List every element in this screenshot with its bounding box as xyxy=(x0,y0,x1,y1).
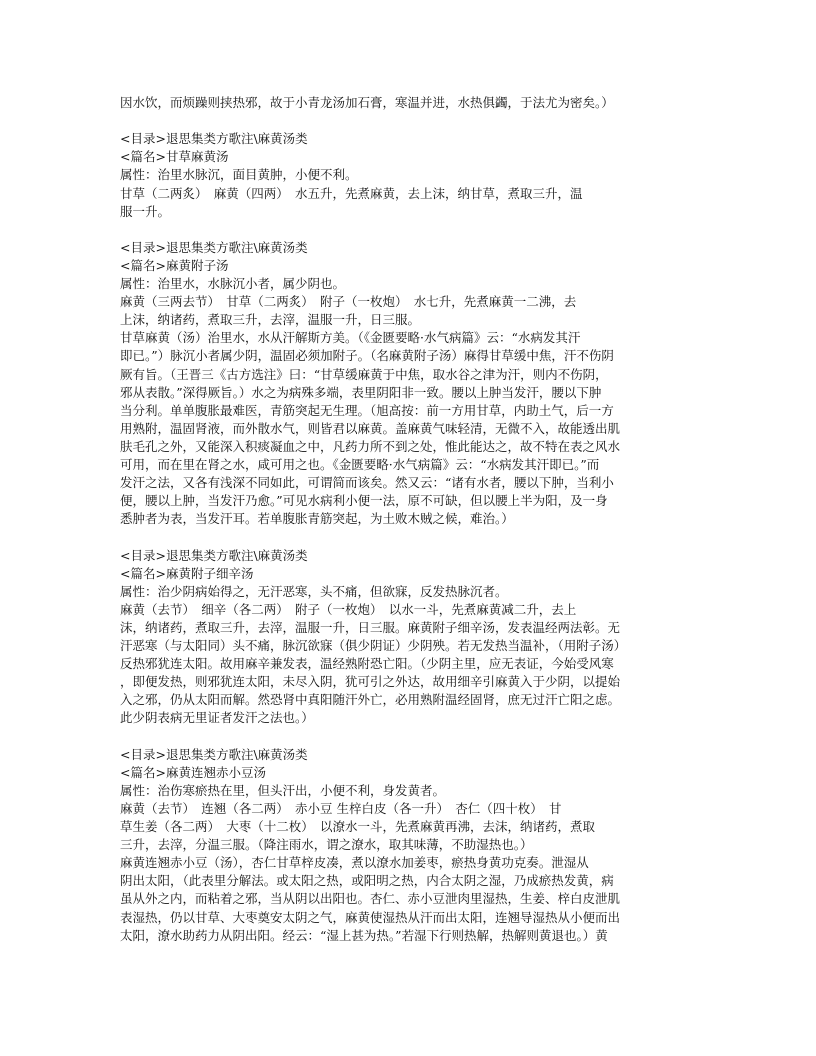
text-line: 阴出太阳，（此表里分解法。或太阳之热，或阳明之热，内合太阴之湿，乃成瘀热发黄，病 xyxy=(120,873,614,889)
text-line: 甘草（二两炙） 麻黄（四两） 水五升，先煮麻黄，去上沫，纳甘草，煮取三升，温 xyxy=(120,185,583,201)
text-line: <篇名>麻黄连翘赤小豆汤 xyxy=(120,764,266,780)
text-line: 邪从表散。”深得厥旨。）水之为病殊多端，表里阴阳非一致。腰以上肿当发汗，腰以下肿 xyxy=(120,384,602,400)
text-line: 此少阴表病无里证者发汗之法也。） xyxy=(120,710,314,726)
text-line: 表湿热，仍以甘草、大枣奠安太阴之气，麻黄使湿热从汗而出太阳，连翘导湿热从小便而出 xyxy=(120,909,621,925)
text-line: 草生姜（各二两） 大枣（十二枚） 以潦水一斗，先煮麻黄再沸，去沫，纳诸药，煮取 xyxy=(120,819,596,834)
text-line: <篇名>麻黄附子细辛汤 xyxy=(120,565,254,581)
text-line: <目录>退思集类方歌注\麻黄汤类 xyxy=(120,131,308,147)
text-line: 入之邪，仍从太阳而解。然恐肾中真阳随汗外亡，必用熟附温经固肾，庶无过汗亡阳之虑。 xyxy=(120,692,621,708)
text-line: 当分利。单单腹胀最难医，青筋突起无生理。（旭高按：前一方用甘草，内助土气，后一方 xyxy=(120,402,614,418)
text-line: 反热邪犹连太阳。故用麻辛兼发表，温经熟附恐亡阳。（少阴主里，应无表证，今始受风寒 xyxy=(120,656,614,672)
text-line: 即已。”）脉沉小者属少阴，温固必须加附子。（名麻黄附子汤）麻得甘草缓中焦，汗不伤阴 xyxy=(120,348,614,364)
text-line: <篇名>麻黄附子汤 xyxy=(120,257,229,273)
text-line: <目录>退思集类方歌注\麻黄汤类 xyxy=(120,746,308,762)
text-line: 麻黄连翘赤小豆（汤），杏仁甘草梓皮凑，煮以潦水加姜枣，瘀热身黄功克奏。泄湿从 xyxy=(120,855,589,871)
text-line: 麻黄（三两去节） 甘草（二两炙） 附子（一枚炮） 水七升，先煮麻黄一二沸，去 xyxy=(120,294,577,310)
text-line: 甘草麻黄（汤）治里水，水从汗解斯方美。（《金匮要略·水气病篇》云：“水病发其汗 xyxy=(120,330,581,346)
text-line: 虽从外之内，而粘着之邪，当从阴以出阳也。杏仁、赤小豆泄肉里湿热，生姜、梓白皮泄肌 xyxy=(120,891,621,907)
text-line: <目录>退思集类方歌注\麻黄汤类 xyxy=(120,239,308,255)
text-line: 便，腰以上肿，当发汗乃愈。”可见水病利小便一法，原不可缺，但以腰上半为阳，及一身 xyxy=(120,493,608,509)
text-line: 用熟附，温固肾液，而外散水气，则皆君以麻黄。盖麻黄气味轻清，无微不入，故能透出肌 xyxy=(120,420,621,436)
text-line: 麻黄（去节） 细辛（各二两） 附子（一枚炮） 以水一斗，先煮麻黄减二升，去上 xyxy=(120,601,577,617)
text-line: 厥有旨。（王晋三《古方选注》曰：“甘草缓麻黄于中焦，取水谷之津为汗，则内不伤阴， xyxy=(120,366,608,382)
text-line: <篇名>甘草麻黄汤 xyxy=(120,149,229,165)
text-line: 太阳，潦水助药力从阴出阳。经云：“湿上甚为热。”若湿下行则热解，热解则黄退也。）黄 xyxy=(120,927,608,943)
text-line: 汗恶寒（与太阳同）头不痛，脉沉欲寐（俱少阴证）少阴殃。若无发热当温补，（用附子汤） xyxy=(120,638,627,653)
text-line: <目录>退思集类方歌注\麻黄汤类 xyxy=(120,547,308,563)
text-line: 肤毛孔之外，又能深入积痰凝血之中，凡药力所不到之处，惟此能达之，故不特在表之风水 xyxy=(120,438,621,454)
text-line: 沫，纳诸药，煮取三升，去滓，温服一升，日三服。麻黄附子细辛汤，发表温经两法彰。无 xyxy=(120,619,621,635)
text-line: 属性：治里水脉沉，面目黄肿，小便不利。 xyxy=(120,167,358,183)
text-line: 发汗之法，又各有浅深不同如此，可谓简而该矣。然又云：“诸有水者，腰以下肿，当利小 xyxy=(120,475,614,491)
text-line: 麻黄（去节） 连翘（各二两） 赤小豆 生梓白皮（各一升） 杏仁（四十枚） 甘 xyxy=(120,800,562,816)
text-line: 属性：治少阴病始得之，无汗恶寒，头不痛，但欲寐，反发热脉沉者。 xyxy=(120,583,508,599)
text-line: 三升，去滓，分温三服。（降注雨水，谓之潦水，取其味薄，不助湿热也。） xyxy=(120,837,533,853)
text-line: 悉肿者为表，当发汗耳。若单腹胀青筋突起，为土败木贼之候，难治。） xyxy=(120,511,514,527)
text-line: 属性：治伤寒瘀热在里，但头汗出，小便不利，身发黄者。 xyxy=(120,782,446,798)
text-line: 因水饮，而烦躁则挟热邪，故于小青龙汤加石膏，寒温并进，水热俱蠲，于法尤为密矣。） xyxy=(120,95,614,110)
text-line: 上沫，纳诸药，煮取三升，去滓，温服一升，日三服。 xyxy=(120,312,421,328)
text-line: ，即便发热，则邪犹连太阳，未尽入阴，犹可引之外达，故用细辛引麻黄入于少阴，以提始 xyxy=(120,674,621,690)
text-line: 可用，而在里在肾之水，咸可用之也。《金匮要略·水气病篇》云：“水病发其汗即已。”而 xyxy=(120,457,600,472)
text-line: 服一升。 xyxy=(120,203,171,219)
text-line: 属性：治里水，水脉沉小者，属少阴也。 xyxy=(120,276,346,291)
